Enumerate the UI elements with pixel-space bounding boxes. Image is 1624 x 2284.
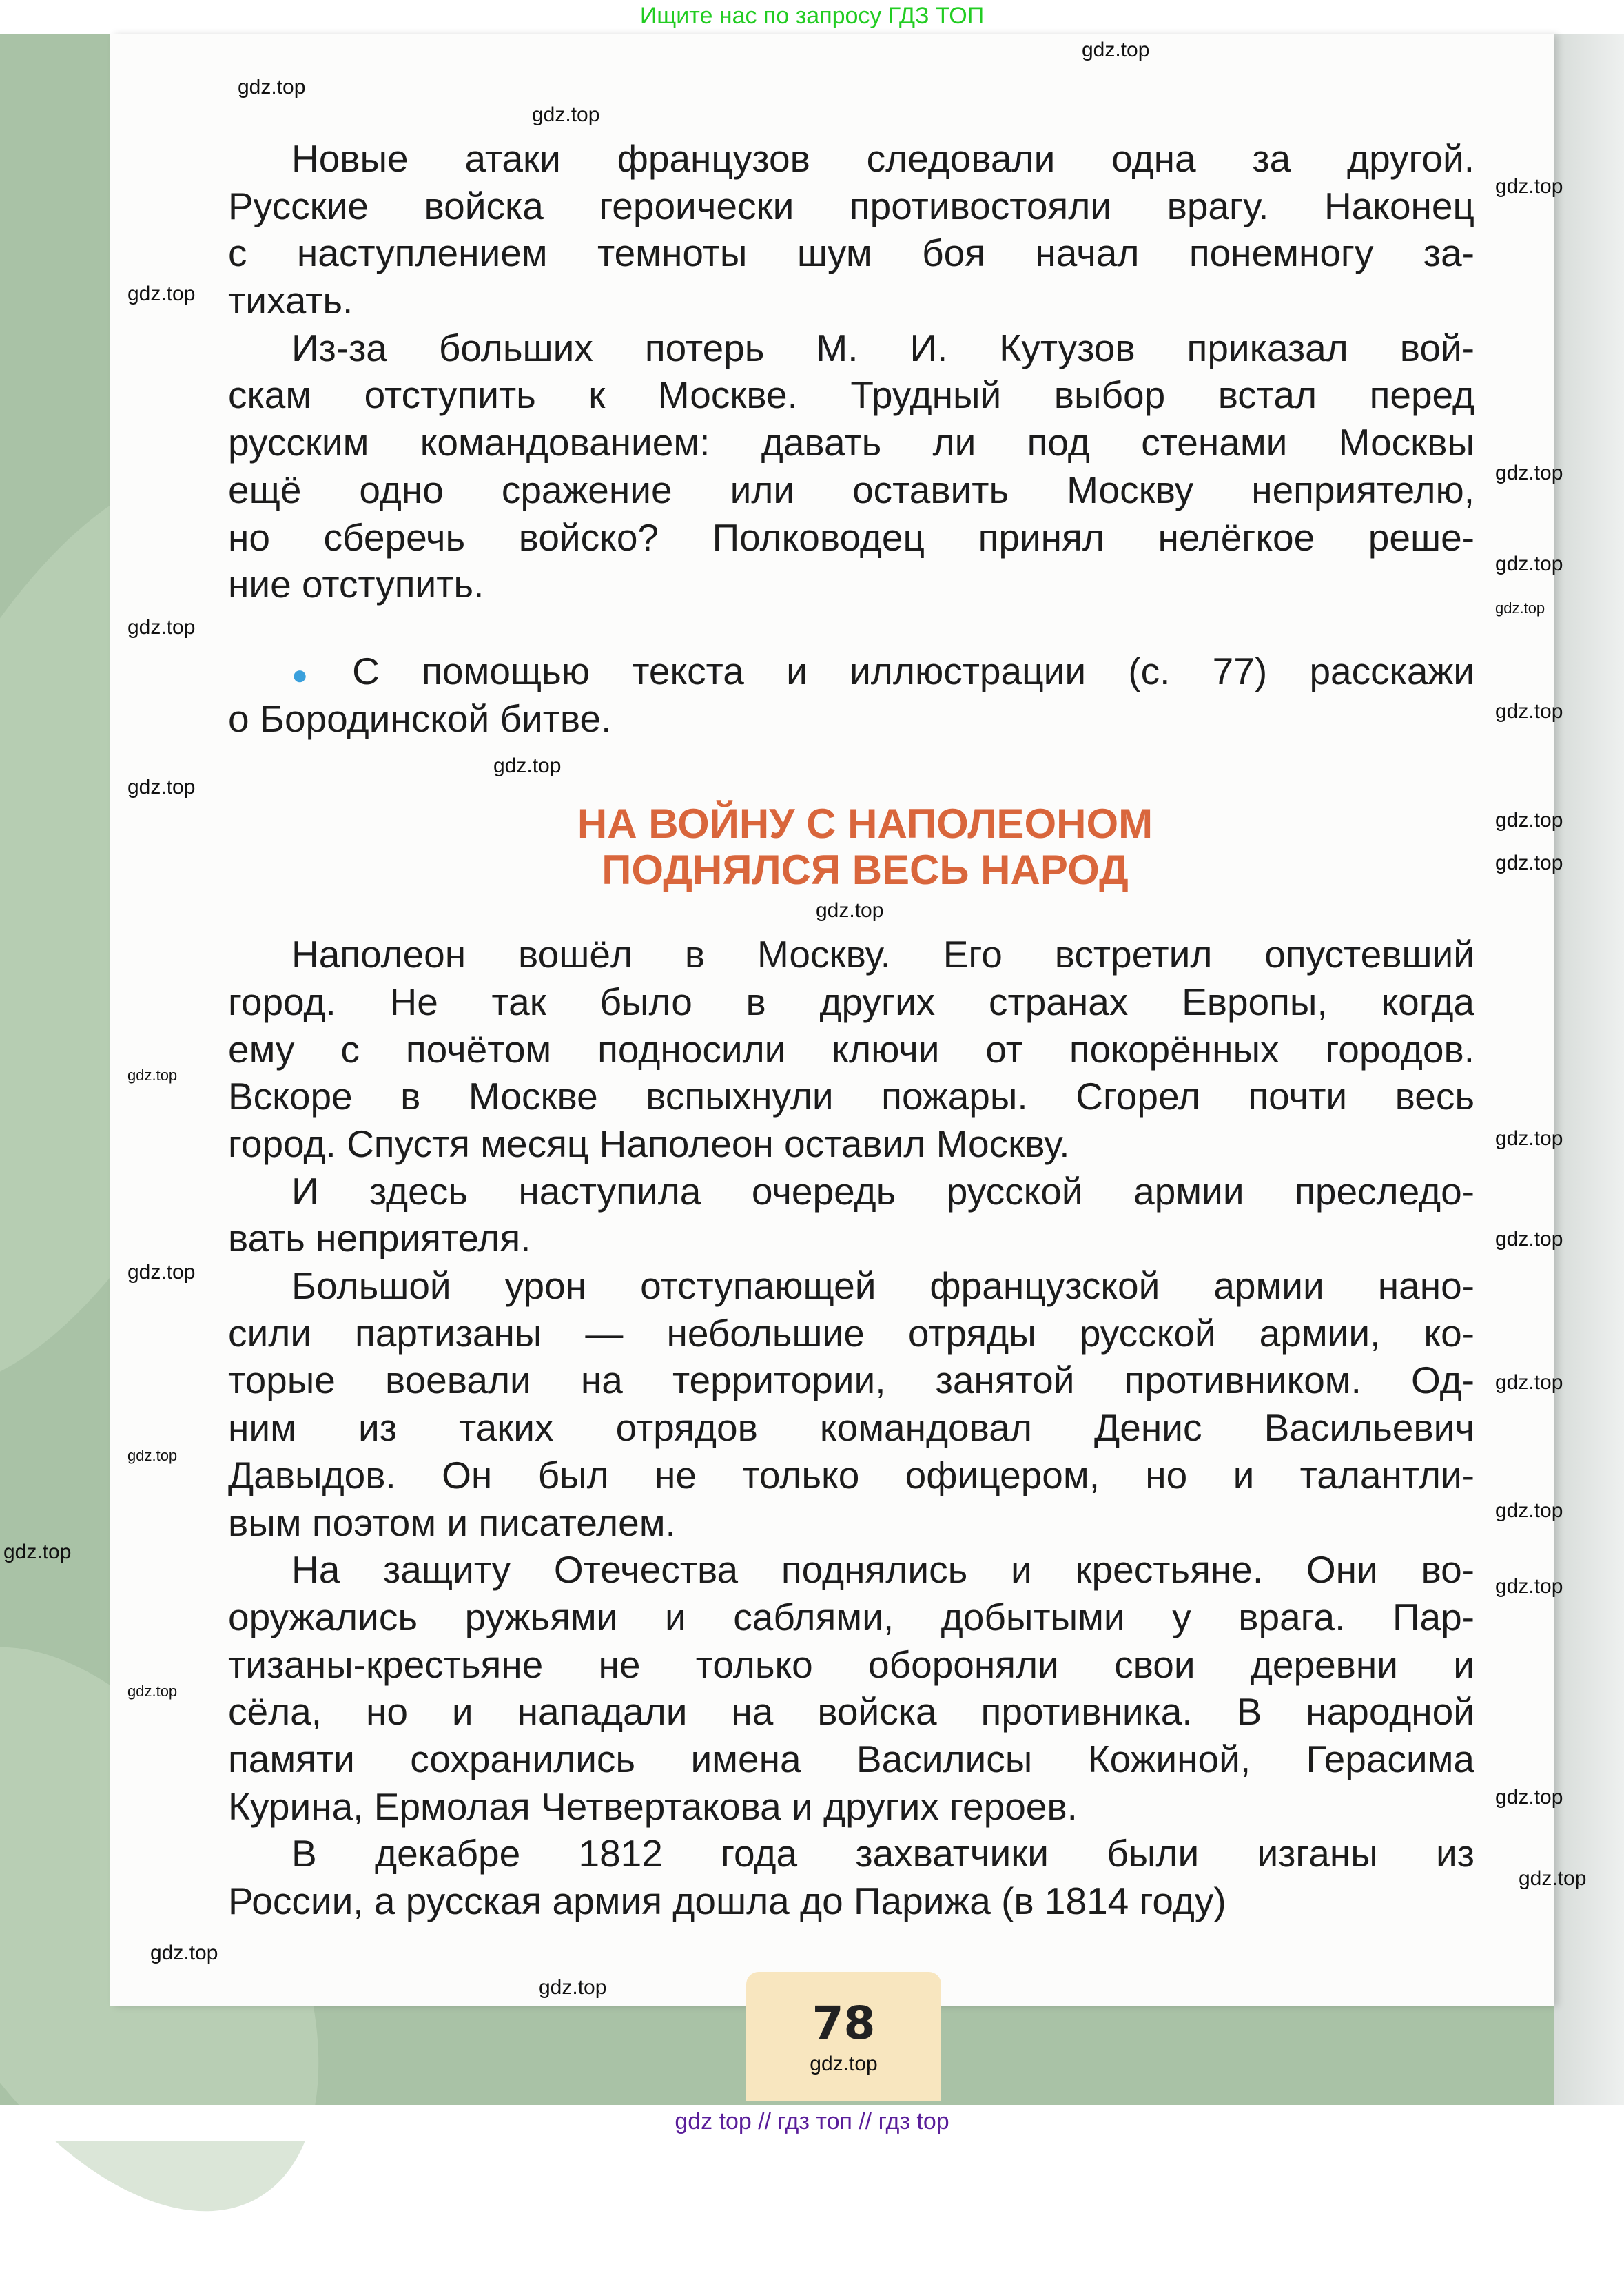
line-text: сили партизаны — небольшие отряды русской армии, ко- bbox=[228, 1311, 1474, 1355]
footer bbox=[0, 2105, 1624, 2141]
watermark: gdz.top bbox=[1495, 700, 1563, 723]
text-line bbox=[228, 1736, 1474, 1783]
text-line bbox=[228, 1688, 1474, 1736]
line-text: Вскоре в Москве вспыхнули пожары. Сгорел почти весь bbox=[228, 1075, 1474, 1118]
paragraph-block-2 bbox=[228, 931, 1474, 1924]
line-text: С помощью текста и иллюстрации (с. 77) расскажи bbox=[352, 649, 1474, 692]
watermark: gdz.top bbox=[1495, 1371, 1563, 1394]
text-line bbox=[228, 695, 1474, 743]
text-line bbox=[228, 1877, 1474, 1925]
top-banner bbox=[0, 0, 1624, 34]
line-text: Курина, Ермолая Четвертакова и других героев. bbox=[228, 1784, 1078, 1828]
text-line bbox=[228, 277, 1474, 325]
text-line bbox=[228, 1215, 1474, 1262]
text-line bbox=[228, 229, 1474, 277]
text-line bbox=[228, 1830, 1474, 1877]
text-line bbox=[228, 978, 1474, 1026]
text-line bbox=[228, 419, 1474, 466]
line-text: о Бородинской битве. bbox=[228, 697, 612, 740]
heading-line: ПОДНЯЛСЯ ВЕСЬ НАРОД bbox=[602, 847, 1129, 894]
line-text: сёла, но и нападали на войска противника. В народной bbox=[228, 1690, 1474, 1733]
page-number-tab bbox=[746, 1972, 941, 2101]
line-text: оружались ружьями и саблями, добытыми у врага. Пар- bbox=[228, 1595, 1474, 1638]
watermark: gdz.top bbox=[127, 1067, 178, 1084]
text-line bbox=[228, 1404, 1474, 1452]
watermark: gdz.top bbox=[127, 282, 196, 305]
watermark: gdz.top bbox=[532, 103, 600, 126]
text-line bbox=[228, 931, 1474, 978]
text-line bbox=[228, 325, 1474, 372]
text-line bbox=[228, 1310, 1474, 1357]
watermark: gdz.top bbox=[1495, 1499, 1563, 1522]
line-text: Наполеон вошёл в Москву. Его встретил опустевший bbox=[291, 933, 1474, 976]
line-text: тихать. bbox=[228, 279, 353, 322]
line-text: ним из таких отрядов командовал Денис Васильевич bbox=[228, 1406, 1474, 1450]
line-text: вым поэтом и писателем. bbox=[228, 1501, 676, 1544]
text-line bbox=[228, 1546, 1474, 1594]
text-line bbox=[228, 1168, 1474, 1215]
bullet-icon: ● bbox=[291, 659, 340, 690]
line-text: вать неприятеля. bbox=[228, 1217, 531, 1260]
line-text: тизаны-крестьяне не только обороняли свои деревни и bbox=[228, 1643, 1474, 1686]
watermark: gdz.top bbox=[493, 754, 562, 777]
task-block bbox=[228, 648, 1474, 742]
watermark: gdz.top bbox=[1519, 1867, 1587, 1890]
line-text: На защиту Отечества поднялись и крестьяне. Они во- bbox=[291, 1548, 1474, 1592]
text-line bbox=[228, 371, 1474, 419]
page-text bbox=[228, 135, 1474, 1925]
line-text: город. Спустя месяц Наполеон оставил Москву. bbox=[228, 1122, 1070, 1165]
watermark: gdz.top bbox=[1495, 175, 1563, 198]
text-line bbox=[228, 1499, 1474, 1547]
text-line bbox=[228, 1120, 1474, 1168]
watermark: gdz.top bbox=[127, 776, 196, 799]
text-line bbox=[228, 648, 1474, 695]
line-text: ему с почётом подносили ключи от покорённых городов. bbox=[228, 1027, 1474, 1071]
watermark: gdz.top bbox=[1495, 1127, 1563, 1150]
heading-line: НА ВОЙНУ С НАПОЛЕОНОМ bbox=[577, 801, 1153, 847]
text-line bbox=[228, 561, 1474, 608]
watermark: gdz.top bbox=[127, 1683, 178, 1700]
line-text: торые воевали на территории, занятой противником. Од- bbox=[228, 1359, 1474, 1402]
text-line bbox=[228, 183, 1474, 230]
text-line bbox=[228, 514, 1474, 562]
text-line bbox=[228, 1026, 1474, 1073]
footer-links[interactable]: gdz top // гдз топ // гдз top bbox=[675, 2108, 949, 2134]
watermark: gdz.top bbox=[1495, 1228, 1563, 1251]
line-text: Русские войска героически противостояли врагу. Наконец bbox=[228, 184, 1474, 227]
watermark: gdz.top bbox=[127, 616, 196, 639]
watermark: gdz.top bbox=[127, 1447, 178, 1464]
line-text: В декабре 1812 года захватчики были изганы из bbox=[291, 1832, 1474, 1875]
line-text: с наступлением темноты шум боя начал понемногу за- bbox=[228, 232, 1474, 275]
line-text: город. Не так было в других странах Европы, когда bbox=[228, 980, 1474, 1023]
line-text: Новые атаки французов следовали одна за другой. bbox=[291, 137, 1474, 180]
section-heading bbox=[228, 801, 1474, 893]
watermark: gdz.top bbox=[3, 1541, 72, 1563]
watermark: gdz.top bbox=[1495, 1575, 1563, 1598]
watermark: gdz.top bbox=[238, 76, 306, 99]
line-text: Большой урон отступающей французской армии нано- bbox=[291, 1264, 1474, 1308]
banner-text: Ищите нас по запросу ГДЗ ТОП bbox=[639, 3, 985, 29]
watermark: gdz.top bbox=[539, 1976, 607, 1999]
line-text: памяти сохранились имена Василисы Кожиной, Герасима bbox=[228, 1737, 1474, 1780]
text-line bbox=[228, 1357, 1474, 1404]
text-line bbox=[228, 1641, 1474, 1689]
page-number: 78 bbox=[812, 1997, 876, 2050]
line-text: И здесь наступила очередь русской армии преследо- bbox=[291, 1169, 1474, 1213]
watermark: gdz.top bbox=[1082, 39, 1150, 61]
next-page-edge bbox=[1554, 34, 1624, 2105]
watermark: gdz.top bbox=[127, 1261, 196, 1284]
line-text: но сберечь войско? Полководец принял нелёгкое реше- bbox=[228, 515, 1474, 559]
text-line bbox=[228, 135, 1474, 183]
watermark: gdz.top bbox=[810, 2052, 878, 2075]
line-text: Из-за больших потерь М. И. Кутузов приказал вой- bbox=[291, 326, 1474, 369]
line-text: русским командованием: давать ли под стенами Москвы bbox=[228, 421, 1474, 464]
text-line bbox=[228, 1594, 1474, 1641]
paragraph-block-1 bbox=[228, 135, 1474, 608]
line-text: Давыдов. Он был не только офицером, но и талантли- bbox=[228, 1453, 1474, 1496]
watermark: gdz.top bbox=[1495, 553, 1563, 575]
text-line bbox=[228, 1073, 1474, 1120]
line-text: скам отступить к Москве. Трудный выбор встал перед bbox=[228, 373, 1474, 417]
watermark: gdz.top bbox=[1495, 462, 1563, 484]
watermark: gdz.top bbox=[1495, 809, 1563, 832]
text-line bbox=[228, 1262, 1474, 1310]
watermark: gdz.top bbox=[1495, 1786, 1563, 1809]
watermark: gdz.top bbox=[150, 1942, 218, 1964]
text-line bbox=[228, 466, 1474, 514]
watermark: gdz.top bbox=[1495, 852, 1563, 874]
text-line bbox=[228, 1452, 1474, 1499]
watermark: gdz.top bbox=[816, 899, 884, 922]
line-text: ещё одно сражение или оставить Москву неприятелю, bbox=[228, 468, 1474, 511]
text-line bbox=[228, 1783, 1474, 1831]
watermark: gdz.top bbox=[1495, 599, 1545, 617]
line-text: России, а русская армия дошла до Парижа (в 1814 году) bbox=[228, 1880, 1226, 1922]
line-text: ние отступить. bbox=[228, 563, 484, 606]
